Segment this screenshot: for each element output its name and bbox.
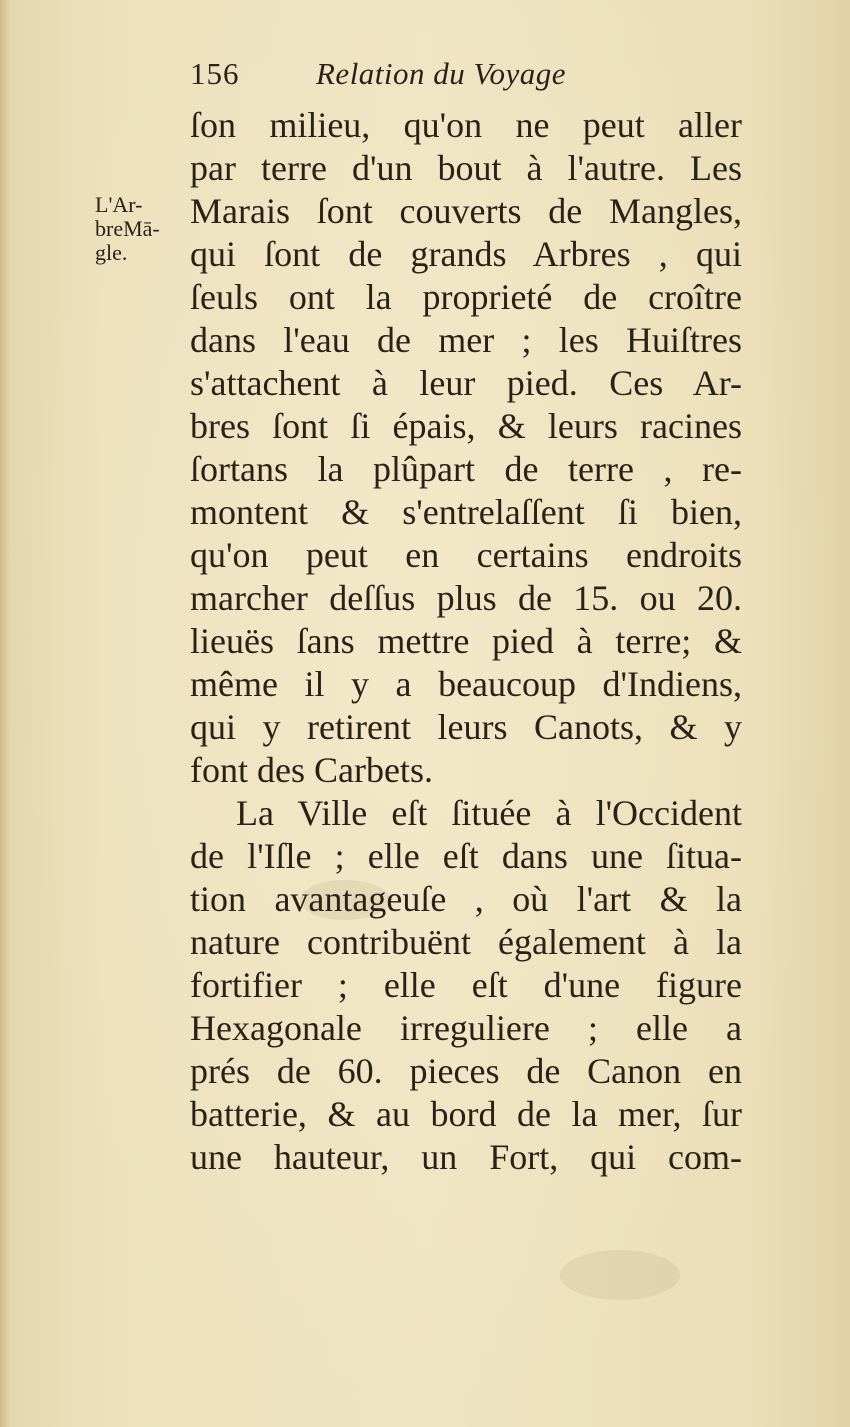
text-line: lieuës ſans mettre pied à terre; & <box>190 621 742 661</box>
marginal-note-line: breMā- <box>95 216 160 241</box>
text-line: qu'on peut en certains endroits <box>190 535 742 575</box>
text-line: de l'Iſle ; elle eſt dans une ſitua- <box>190 836 742 876</box>
text-line: Hexagonale irreguliere ; elle a <box>190 1008 742 1048</box>
text-line: même il y a beaucoup d'Indiens, <box>190 664 742 704</box>
text-line: marcher deſſus plus de 15. ou 20. <box>190 578 742 618</box>
running-head <box>190 56 750 100</box>
text-line: une hauteur, un Fort, qui com- <box>190 1137 742 1177</box>
marginal-note <box>95 193 187 265</box>
text-line: ſeuls ont la proprieté de croître <box>190 277 742 317</box>
marginal-note-line: L'Ar- <box>95 192 143 217</box>
text-line: batterie, & au bord de la mer, ſur <box>190 1094 742 1134</box>
text-line: s'attachent à leur pied. Ces Ar- <box>190 363 742 403</box>
text-line: ſon milieu, qu'on ne peut aller <box>190 105 742 145</box>
text-line: prés de 60. pieces de Canon en <box>190 1051 742 1091</box>
running-title: Relation du Voyage <box>316 56 567 91</box>
text-line: tion avantageuſe , où l'art & la <box>190 879 742 919</box>
text-line: nature contribuënt également à la <box>190 922 742 962</box>
paper-stain <box>560 1250 680 1300</box>
text-line: par terre d'un bout à l'autre. Les <box>190 148 742 188</box>
text-line: qui ſont de grands Arbres , qui <box>190 234 742 274</box>
marginal-note-line: gle. <box>95 240 128 265</box>
page-number: 156 <box>190 56 240 91</box>
text-line: montent & s'entrelaſſent ſi bien, <box>190 492 742 532</box>
text-line: ſortans la plûpart de terre , re- <box>190 449 742 489</box>
page-edge-shadow <box>0 0 10 1427</box>
text-line: Marais ſont couverts de Mangles, <box>190 191 742 231</box>
body-text <box>190 104 742 1179</box>
text-line: dans l'eau de mer ; les Huiſtres <box>190 320 742 360</box>
text-line: font des Carbets. <box>190 750 433 790</box>
text-line: qui y retirent leurs Canots, & y <box>190 707 742 747</box>
text-line: La Ville eſt ſituée à l'Occident <box>236 793 742 833</box>
text-line: fortifier ; elle eſt d'une figure <box>190 965 742 1005</box>
text-line: bres ſont ſi épais, & leurs racines <box>190 406 742 446</box>
